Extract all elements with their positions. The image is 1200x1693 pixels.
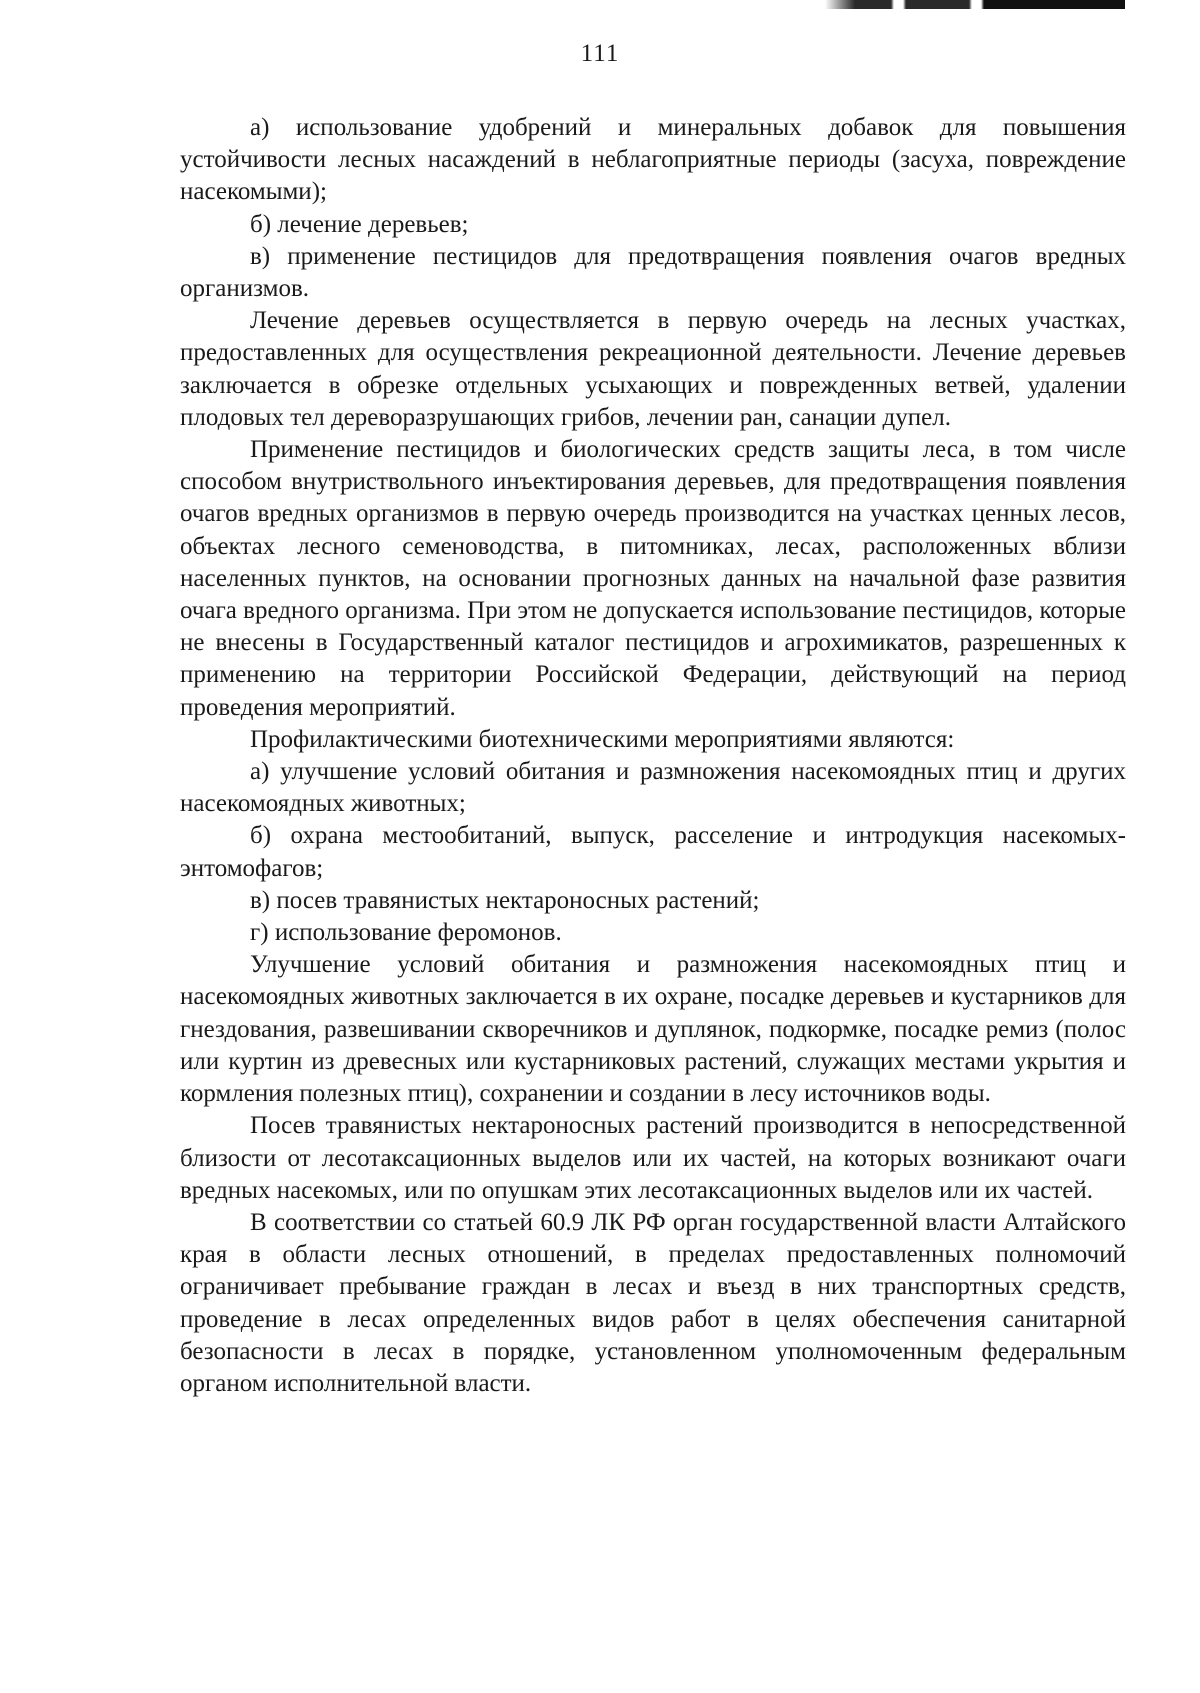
list-item-b-entomophages: б) охрана местообитаний, выпуск, расселение и интродукция насекомых-энтомофагов;: [180, 822, 1126, 882]
paragraph-forest-code-article: В соответствии со статьей 60.9 ЛК РФ орган государственной власти Алтайского края в области лесных отношений, в пределах предоставленных полномочий ограничивает пребывание граждан в лесах и въезд в них транспортных средств, проведение в лесах определенных видов работ в целях обеспечения санитарной безопасности в лесах в порядке, установленном уполномоченным федеральным органом исполнительной власти.: [180, 1208, 1126, 1397]
scan-edge-mark: [825, 0, 1125, 9]
paragraph-nectar-sowing: Посев травянистых нектароносных растений производится в непосредственной близости от лесотаксационных выделов или их частей, на которых возникают очаги вредных насекомых, или по опушкам этих лесотаксационных выделов или их частей.: [180, 1112, 1126, 1204]
list-item-b-tree-treatment: б) лечение деревьев;: [250, 210, 469, 238]
paragraph-tree-treatment: Лечение деревьев осуществляется в первую очередь на лесных участках, предоставленных для осуществления рекреационной деятельности. Лечение деревьев заключается в обрезке отдельных усыхающих и поврежденных ветвей, удалении плодовых тел дереворазрушающих грибов, лечении ран, санации дупел.: [180, 307, 1126, 431]
paragraph-biotechnical-measures: Профилактическими биотехническими мероприятиями являются:: [250, 725, 955, 753]
paragraph-pesticide-application: Применение пестицидов и биологических средств защиты леса, в том числе способом внутриствольного инъектирования деревьев, для предотвращения появления очагов вредных организмов в первую очередь производится на участках ценных лесов, объектах лесного семеноводства, в питомниках, лесах, расположенных вблизи населенных пунктов, на основании прогнозных данных на начальной фазе развития очага вредного организма. При этом не допускается использование пестицидов, которые не внесены в Государственный каталог пестицидов и агрохимикатов, разрешенных к применению на территории Российской Федерации, действующий на период проведения мероприятий.: [180, 436, 1126, 721]
list-item-a-fertilizers: а) использование удобрений и минеральных добавок для повышения устойчивости лесных насаждений в неблагоприятные периоды (засуха, повреждение насекомыми);: [180, 114, 1126, 206]
list-item-d-pheromones: г) использование феромонов.: [250, 919, 562, 947]
document-body: [180, 112, 1126, 1400]
paragraph-habitat-improvement: Улучшение условий обитания и размножения насекомоядных птиц и насекомоядных животных заключается в их охране, посадке деревьев и кустарников для гнездования, развешивании скворечников и дуплянок, подкормке, посадке ремиз (полос или куртин из древесных или кустарниковых растений, служащих местами укрытия и кормления полезных птиц), сохранении и создании в лесу источников воды.: [180, 951, 1126, 1108]
list-item-c-nectar-plants: в) посев травянистых нектароносных растений;: [250, 886, 760, 914]
page-number: 111: [580, 40, 620, 67]
list-item-c-pesticides: в) применение пестицидов для предотвращения появления очагов вредных организмов.: [180, 242, 1126, 303]
list-item-a-birds: а) улучшение условий обитания и размножения насекомоядных птиц и других насекомоядных животных;: [180, 758, 1126, 818]
